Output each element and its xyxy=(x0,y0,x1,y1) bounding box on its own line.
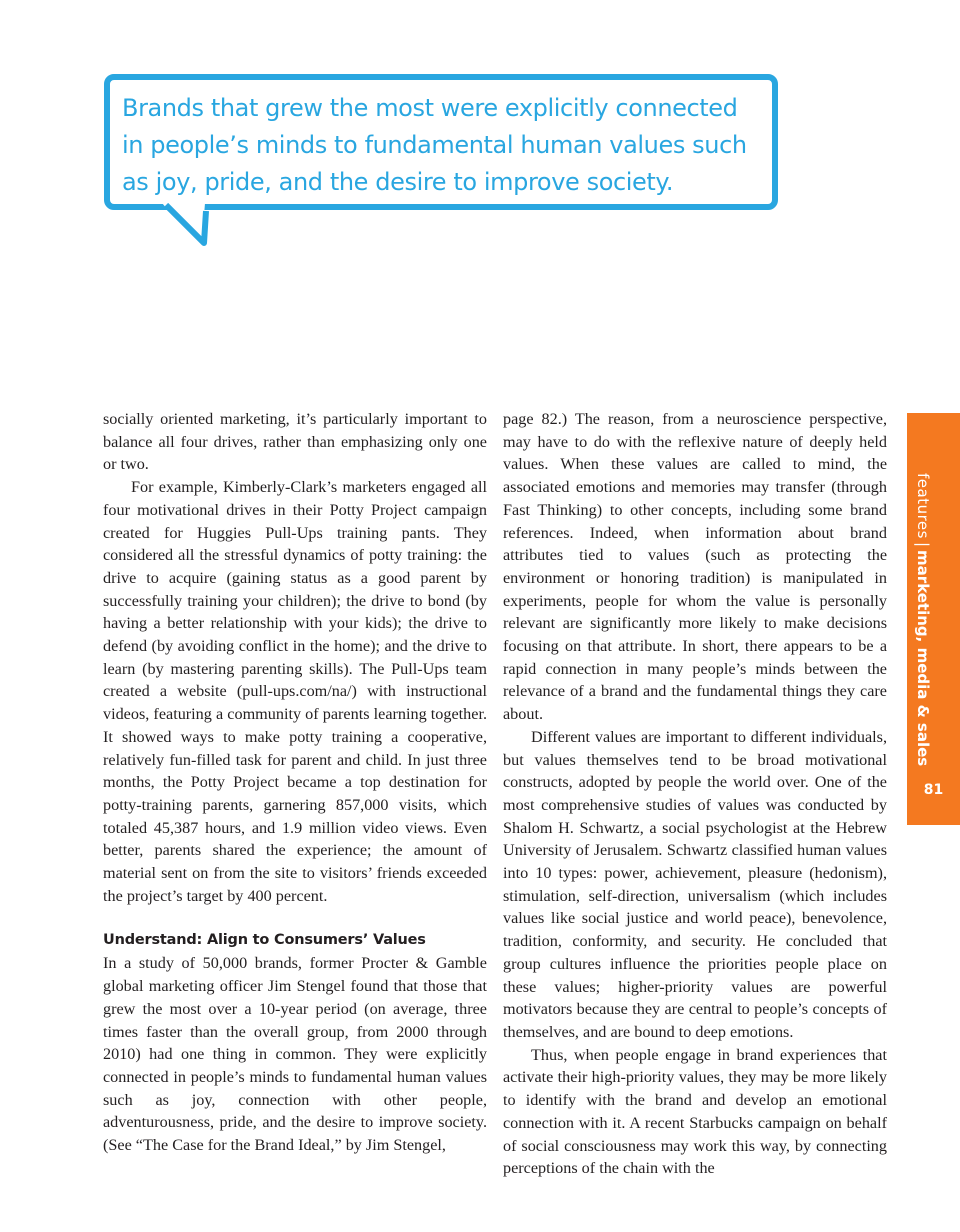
pull-quote-callout xyxy=(104,74,778,210)
pull-quote-line: as joy, pride, and the desire to improve society. xyxy=(122,168,674,196)
left-text-column xyxy=(103,408,487,1157)
speech-bubble-tail xyxy=(160,203,220,249)
section-separator: | xyxy=(914,541,932,548)
pull-quote-text xyxy=(122,90,752,201)
body-paragraph: In a study of 50,000 brands, former Procter & Gamble global marketing officer Jim Stengel found that those that grew the most over a 10-year period (on average, three times faster than the overall group, from 2000 through 2010) had one thing in common. They were explicitly connected in people’s minds to fundamental human values such as joy, connection with other people, adventurousness, pride, and the desire to improve society. (See “The Case for the Brand Ideal,” by Jim Stengel, xyxy=(103,954,487,1155)
body-paragraph: For example, Kimberly-Clark’s marketers engaged all four motivational drives in their Potty Project campaign created for Huggies Pull-Ups training pants. They considered all the stressful dynamics of potty training: the drive to acquire (gaining status as a good parent by successfully training your children); the drive to bond (by having a better relationship with your kids); the drive to defend (by avoiding conflict in the home); and the drive to learn (by mastering parenting skills). The Pull-Ups team created a website (pull-ups.com/na/) with instructional videos, featuring a community of parents learning together. It showed ways to make potty training a cooperative, relatively fun-filled task for parent and child. In just three months, the Potty Project became a top destination for potty-training parents, garnering 857,000 visits, which totaled 45,387 hours, and 1.9 million video views. Even better, parents shared the experience; the amount of material sent on from the site to visitors’ friends exceeded the project’s target by 400 percent. xyxy=(103,478,487,905)
pull-quote-line: Brands that grew the most were explicitly connected xyxy=(122,94,738,122)
body-paragraph: Thus, when people engage in brand experiences that activate their high-priority values, they may be more likely to identify with the brand and develop an emotional connection with it. A recent Starbucks campaign on behalf of social consciousness may work this way, by connecting perceptions of the chain with the xyxy=(503,1045,887,1178)
right-text-column xyxy=(503,408,887,1180)
page-number: 81 xyxy=(923,782,944,798)
body-paragraph: page 82.) The reason, from a neuroscience perspective, may have to do with the reflexive nature of deeply held values. When these values are called to mind, the associated emotions and memories may transfer (through Fast Thinking) to other concepts, including some brand references. Indeed, when information about brand attributes tied to values (such as protecting the environment or honoring tradition) is manipulated in experiments, people for whom the value is personally relevant are significantly more likely to make decisions focusing on that attribute. In short, there appears to be a rapid connection in many people’s minds between the relevance of a brand and the fundamental things they care about. xyxy=(503,410,887,724)
section-tab-label xyxy=(913,473,933,766)
pull-quote-line: in people’s minds to fundamental human values such xyxy=(122,131,747,159)
section-name: features xyxy=(914,473,932,539)
body-paragraph: Different values are important to different individuals, but values themselves tend to be broad motivational constructs, adopted by people the world over. One of the most comprehensive studies of values was conducted by Shalom H. Schwartz, a social psychologist at the Hebrew University of Jerusalem. Schwartz classified human values into 10 types: power, achievement, pleasure (hedonism), stimulation, self-direction, universalism (which includes values like social justice and world peace), benevolence, tradition, conformity, and security. He concluded that group cultures influence the priorities people place on these values; higher-priority values are powerful motivators because they are central to people’s concepts of themselves, and are bound to deep emotions. xyxy=(503,727,887,1041)
section-topic: marketing, media & sales xyxy=(914,550,932,767)
body-paragraph: socially oriented marketing, it’s particularly important to balance all four drives, rather than emphasizing only one or two. xyxy=(103,410,487,474)
section-heading: Understand: Align to Consumers’ Values xyxy=(103,932,426,949)
section-tab xyxy=(907,413,960,825)
